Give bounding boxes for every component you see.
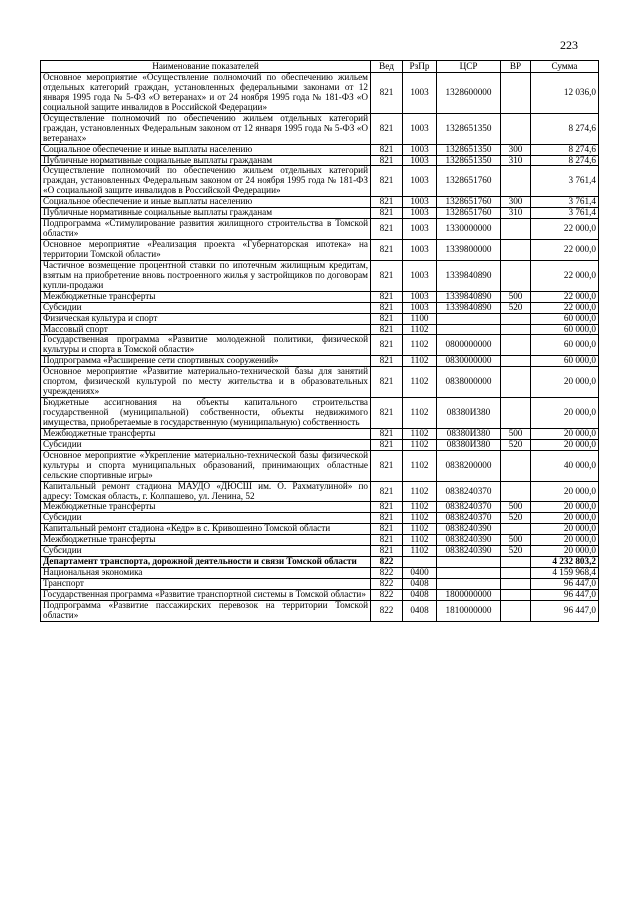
row-rzpr: 1003 [403,73,437,114]
row-vr [501,568,531,579]
table-row [41,313,599,324]
row-name: Публичные нормативные социальные выплаты гражданам [41,208,371,219]
row-rzpr: 1102 [403,428,437,439]
row-name: Государственная программа «Развитие молодежной политики, физической культуры и спорта в Томской области» [41,335,371,356]
table-row [41,219,599,240]
row-sum: 60 000,0 [531,313,599,324]
header-csr: ЦСР [437,61,501,73]
row-sum: 3 761,4 [531,197,599,208]
row-name: Субсидии [41,513,371,524]
row-vr: 520 [501,439,531,450]
row-vr [501,335,531,356]
row-ved: 821 [371,524,403,535]
row-rzpr [403,557,437,568]
row-rzpr: 1003 [403,260,437,291]
table-row [41,589,599,600]
row-csr: 1330000000 [437,219,501,240]
row-csr: 1328651760 [437,197,501,208]
row-ved: 821 [371,302,403,313]
table-row [41,398,599,429]
row-sum: 20 000,0 [531,524,599,535]
row-csr: 08380И380 [437,398,501,429]
table-row [41,302,599,313]
table-row [41,450,599,481]
row-ved: 821 [371,260,403,291]
table-row [41,144,599,155]
row-vr [501,324,531,335]
row-sum: 60 000,0 [531,335,599,356]
row-name: Социальное обеспечение и иные выплаты населению [41,144,371,155]
row-ved: 821 [371,356,403,367]
row-ved: 821 [371,144,403,155]
row-rzpr: 1100 [403,313,437,324]
header-sum: Сумма [531,61,599,73]
row-name: Массовый спорт [41,324,371,335]
row-sum: 20 000,0 [531,481,599,502]
row-ved: 821 [371,113,403,144]
row-csr: 0838240390 [437,546,501,557]
row-ved: 821 [371,197,403,208]
row-csr: 1328651350 [437,113,501,144]
row-name: Основное мероприятие «Осуществление полномочий по обеспечению жильем отдельных категорий граждан, установленных федеральными законами от 12 января 1995 года № 5-ФЗ «О ветеранах» и от 24 ноября 1995 года № 181-ФЗ «О социальной защите инвалидов в Российской Федерации» [41,73,371,114]
row-rzpr: 1102 [403,513,437,524]
row-ved: 822 [371,557,403,568]
row-csr: 0838240370 [437,502,501,513]
table-row [41,513,599,524]
row-sum: 20 000,0 [531,513,599,524]
table-row [41,208,599,219]
row-csr [437,324,501,335]
row-name: Межбюджетные трансферты [41,291,371,302]
row-vr: 520 [501,546,531,557]
row-sum: 12 036,0 [531,73,599,114]
row-csr: 1339840890 [437,260,501,291]
row-sum: 4 232 803,2 [531,557,599,568]
row-csr: 0838240390 [437,524,501,535]
row-name: Субсидии [41,439,371,450]
row-sum: 22 000,0 [531,291,599,302]
row-csr: 1328600000 [437,73,501,114]
row-name: Осуществление полномочий по обеспечению жильем отдельных категорий граждан, установленных Федеральным законом от 12 января 1995 года № 5-ФЗ «О ветеранах» [41,113,371,144]
row-vr [501,166,531,197]
row-csr [437,568,501,579]
row-ved: 822 [371,589,403,600]
row-ved: 821 [371,313,403,324]
row-csr: 0838000000 [437,367,501,398]
row-csr: 08380И380 [437,439,501,450]
table-row [41,291,599,302]
row-name: Социальное обеспечение и иные выплаты населению [41,197,371,208]
table-row [41,557,599,568]
row-csr: 1800000000 [437,589,501,600]
page-number: 223 [560,38,578,52]
row-ved: 821 [371,535,403,546]
row-vr [501,219,531,240]
row-csr: 0838240370 [437,481,501,502]
row-name: Транспорт [41,579,371,590]
row-sum: 20 000,0 [531,428,599,439]
row-ved: 821 [371,481,403,502]
row-ved: 821 [371,546,403,557]
row-rzpr: 1003 [403,219,437,240]
row-csr: 0838240390 [437,535,501,546]
table-row [41,524,599,535]
row-vr: 500 [501,502,531,513]
table-row [41,356,599,367]
row-sum: 60 000,0 [531,324,599,335]
row-vr [501,367,531,398]
row-sum: 60 000,0 [531,356,599,367]
row-rzpr: 1102 [403,439,437,450]
table-header-row [41,61,599,73]
table-row [41,73,599,114]
row-rzpr: 1003 [403,197,437,208]
table-row [41,502,599,513]
row-name: Межбюджетные трансферты [41,502,371,513]
row-name: Межбюджетные трансферты [41,535,371,546]
row-ved: 821 [371,367,403,398]
row-name: Осуществление полномочий по обеспечению жильем отдельных категорий граждан, установленных Федеральным законом от 24 ноября 1995 года № 181-ФЗ «О социальной защите инвалидов в Российской Федерации» [41,166,371,197]
row-ved: 821 [371,208,403,219]
row-sum: 20 000,0 [531,367,599,398]
table-row [41,335,599,356]
row-name: Подпрограмма «Стимулирование развития жилищного строительства в Томской области» [41,219,371,240]
row-csr: 1810000000 [437,600,501,621]
row-csr: 1328651760 [437,208,501,219]
row-ved: 821 [371,291,403,302]
row-sum: 20 000,0 [531,398,599,429]
row-vr [501,398,531,429]
row-sum: 8 274,6 [531,144,599,155]
row-csr: 0830000000 [437,356,501,367]
row-csr: 0800000000 [437,335,501,356]
row-rzpr: 1102 [403,450,437,481]
row-ved: 821 [371,73,403,114]
row-name: Основное мероприятие «Реализация проекта «Губернаторская ипотека» на территории Томской области» [41,240,371,261]
row-vr: 300 [501,144,531,155]
row-rzpr: 1102 [403,367,437,398]
row-rzpr: 0408 [403,589,437,600]
row-ved: 821 [371,166,403,197]
row-csr: 1339840890 [437,302,501,313]
table-row [41,439,599,450]
row-rzpr: 1102 [403,335,437,356]
header-vr: ВР [501,61,531,73]
row-ved: 821 [371,502,403,513]
row-sum: 20 000,0 [531,535,599,546]
table-row [41,240,599,261]
row-vr: 500 [501,291,531,302]
row-rzpr: 0400 [403,568,437,579]
row-sum: 22 000,0 [531,260,599,291]
row-name: Капитальный ремонт стадиона «Кедр» в с. Кривошеино Томской области [41,524,371,535]
row-rzpr: 1102 [403,324,437,335]
row-vr [501,579,531,590]
row-csr: 1328651760 [437,166,501,197]
row-name: Подпрограмма «Расширение сети спортивных сооружений» [41,356,371,367]
row-ved: 821 [371,428,403,439]
row-sum: 8 274,6 [531,155,599,166]
row-vr: 300 [501,197,531,208]
row-sum: 20 000,0 [531,502,599,513]
row-vr: 500 [501,535,531,546]
table-row [41,568,599,579]
row-rzpr: 1102 [403,356,437,367]
row-sum: 3 761,4 [531,166,599,197]
row-rzpr: 1003 [403,144,437,155]
table-row [41,367,599,398]
row-sum: 96 447,0 [531,600,599,621]
row-rzpr: 1003 [403,155,437,166]
header-rzpr: РзПр [403,61,437,73]
row-name: Бюджетные ассигнования на объекты капитального строительства государственной (муниципальной) собственности, объекты недвижимого имущества, приобретаемые в государственную (муниципальную) собственность [41,398,371,429]
row-vr: 310 [501,155,531,166]
row-name: Публичные нормативные социальные выплаты гражданам [41,155,371,166]
row-ved: 821 [371,155,403,166]
row-rzpr: 1102 [403,546,437,557]
row-ved: 822 [371,600,403,621]
row-csr: 1339840890 [437,291,501,302]
row-vr [501,240,531,261]
row-sum: 22 000,0 [531,219,599,240]
row-name: Подпрограмма «Развитие пассажирских перевозок на территории Томской области» [41,600,371,621]
row-vr: 520 [501,513,531,524]
row-rzpr: 1102 [403,535,437,546]
table-row [41,324,599,335]
row-rzpr: 1003 [403,208,437,219]
row-csr: 1339800000 [437,240,501,261]
row-ved: 821 [371,450,403,481]
row-csr: 1328651350 [437,144,501,155]
table-row [41,166,599,197]
row-ved: 822 [371,568,403,579]
row-name: Национальная экономика [41,568,371,579]
row-sum: 96 447,0 [531,589,599,600]
row-vr: 500 [501,428,531,439]
row-ved: 821 [371,513,403,524]
row-name: Субсидии [41,546,371,557]
row-vr [501,356,531,367]
table-row [41,546,599,557]
row-rzpr: 1003 [403,113,437,144]
row-vr [501,557,531,568]
header-ved: Вед [371,61,403,73]
row-sum: 20 000,0 [531,439,599,450]
row-csr: 1328651350 [437,155,501,166]
row-name: Основное мероприятие «Развитие материально-технической базы для занятий спортом, физической культурой по месту жительства и в образовательных учреждениях» [41,367,371,398]
row-name: Государственная программа «Развитие транспортной системы в Томской области» [41,589,371,600]
row-vr [501,113,531,144]
row-name: Субсидии [41,302,371,313]
row-sum: 4 159 968,4 [531,568,599,579]
row-sum: 20 000,0 [531,546,599,557]
table-row [41,428,599,439]
row-ved: 821 [371,219,403,240]
row-sum: 3 761,4 [531,208,599,219]
table-row [41,113,599,144]
row-ved: 821 [371,398,403,429]
row-name: Физическая культура и спорт [41,313,371,324]
row-rzpr: 0408 [403,579,437,590]
row-csr [437,557,501,568]
row-ved: 821 [371,439,403,450]
table-row [41,535,599,546]
row-rzpr: 1003 [403,166,437,197]
table-row [41,155,599,166]
row-vr [501,589,531,600]
row-rzpr: 0408 [403,600,437,621]
row-name: Основное мероприятие «Укрепление материально-технической базы физической культуры и спорта муниципальных образований, принимающих областные сельские спортивные игры» [41,450,371,481]
row-name: Частичное возмещение процентной ставки по ипотечным жилищным кредитам, взятым на приобретение вновь построенного жилья у застройщиков по договорам купли-продажи [41,260,371,291]
header-name: Наименование показателей [41,61,371,73]
row-ved: 822 [371,579,403,590]
row-csr: 0838240370 [437,513,501,524]
table-row [41,481,599,502]
row-rzpr: 1102 [403,524,437,535]
row-rzpr: 1102 [403,481,437,502]
row-csr: 0838200000 [437,450,501,481]
row-vr [501,73,531,114]
row-sum: 40 000,0 [531,450,599,481]
row-vr [501,450,531,481]
row-csr [437,579,501,590]
row-rzpr: 1102 [403,398,437,429]
table-row [41,579,599,590]
budget-table [40,60,599,622]
table-row [41,197,599,208]
table-row [41,600,599,621]
table-row [41,260,599,291]
row-name: Межбюджетные трансферты [41,428,371,439]
row-rzpr: 1003 [403,302,437,313]
row-vr: 310 [501,208,531,219]
row-rzpr: 1102 [403,502,437,513]
row-vr [501,260,531,291]
row-csr: 08380И380 [437,428,501,439]
row-ved: 821 [371,324,403,335]
row-sum: 22 000,0 [531,240,599,261]
row-name: Капитальный ремонт стадиона МАУДО «ДЮСШ им. О. Рахматулиной» по адресу: Томская область, г. Колпашево, ул. Ленина, 52 [41,481,371,502]
row-sum: 96 447,0 [531,579,599,590]
row-rzpr: 1003 [403,240,437,261]
row-vr [501,524,531,535]
table-body [41,73,599,622]
row-vr [501,600,531,621]
row-name: Департамент транспорта, дорожной деятельности и связи Томской области [41,557,371,568]
row-sum: 22 000,0 [531,302,599,313]
row-sum: 8 274,6 [531,113,599,144]
row-csr [437,313,501,324]
row-vr [501,313,531,324]
row-rzpr: 1003 [403,291,437,302]
row-ved: 821 [371,335,403,356]
row-vr: 520 [501,302,531,313]
row-ved: 821 [371,240,403,261]
row-vr [501,481,531,502]
